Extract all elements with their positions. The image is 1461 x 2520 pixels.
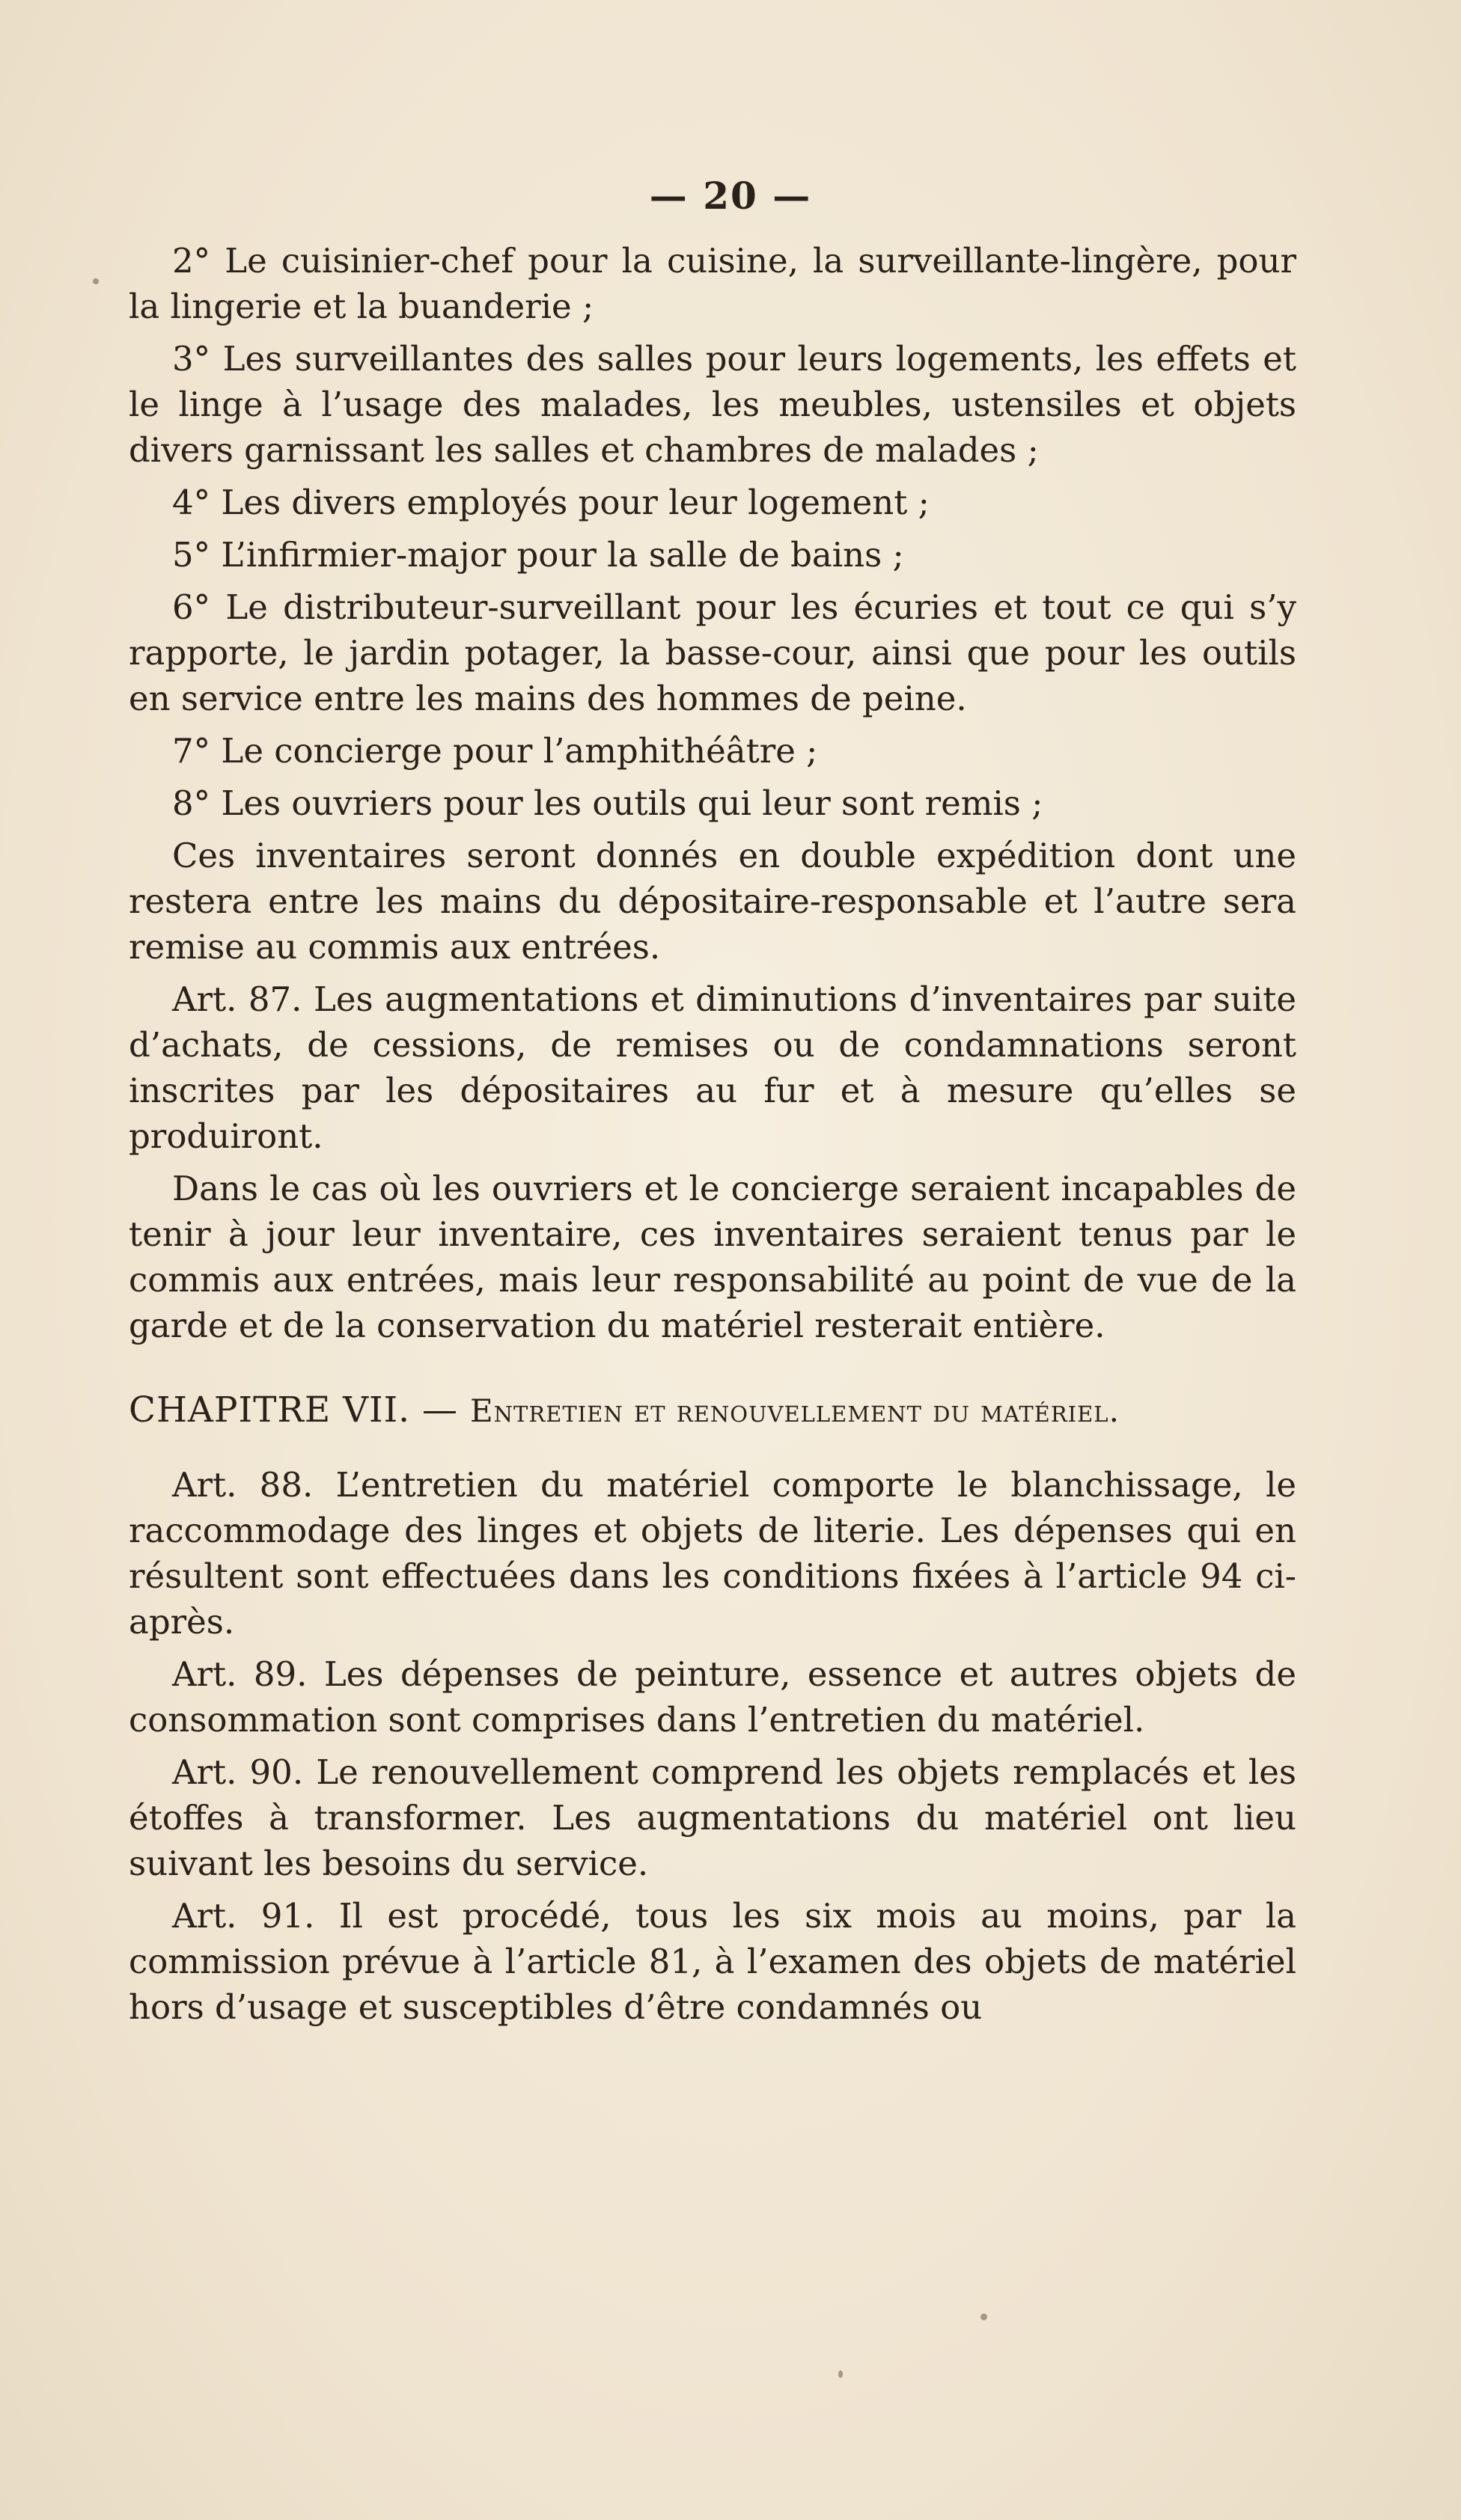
article: Art. 90. Le renouvellement comprend les objets remplacés et les étoffes à transformer. Les augmentations du matériel ont lieu suivant les besoins du service.: [129, 1752, 1296, 1883]
ink-spot: [980, 2313, 987, 2320]
body-text: [129, 238, 1296, 2037]
paragraph: 2° Le cuisinier-chef pour la cuisine, la surveillante-lingère, pour la lingerie et la buanderie ;: [129, 241, 1296, 326]
chapter-label: CHAPITRE VII. —: [129, 1389, 459, 1431]
chapter-title: Entretien et renouvellement du matériel.: [469, 1392, 1120, 1429]
article: Art. 89. Les dépenses de peinture, essence et autres objets de consommation sont comprises dans l’entretien du matériel.: [129, 1654, 1296, 1740]
ink-spot: [93, 278, 99, 284]
paragraph: 3° Les surveillantes des salles pour leurs logements, les effets et le linge à l’usage des malades, les meubles, ustensiles et objets divers garnissant les salles et chambres de malades ;: [129, 339, 1296, 470]
paragraph: 5° L’infirmier-major pour la salle de bains ;: [172, 535, 904, 575]
article: Art. 91. Il est procédé, tous les six mois au moins, par la commission prévue à l’article 81, à l’examen des objets de matériel hors d’usage et susceptibles d’être condamnés ou: [129, 1896, 1296, 2027]
paragraph: 8° Les ouvriers pour les outils qui leur sont remis ;: [172, 783, 1043, 823]
chapter-heading: [129, 1387, 1296, 1434]
paragraph: 4° Les divers employés pour leur logement ;: [172, 483, 930, 522]
paragraph: 6° Le distributeur-surveillant pour les écuries et tout ce qui s’y rapporte, le jardin potager, la basse-cour, ainsi que pour les outils en service entre les mains des hommes de peine.: [129, 587, 1296, 718]
paragraph: 7° Le concierge pour l’amphithéâtre ;: [172, 731, 818, 771]
paragraph: Dans le cas où les ouvriers et le concierge seraient incapables de tenir à jour leur inventaire, ces inventaires seraient tenus par le commis aux entrées, mais leur responsabilité au point de vue de la garde et de la conservation du matériel resterait entière.: [129, 1169, 1296, 1345]
article: Art. 88. L’entretien du matériel comporte le blanchissage, le raccommodage des linges et objets de literie. Les dépenses qui en résultent sont effectuées dans les conditions fixées à l’article 94 ci-après.: [129, 1465, 1296, 1642]
paragraph: Ces inventaires seront donnés en double expédition dont une restera entre les mains du dépositaire-responsable et l’autre sera remise au commis aux entrées.: [129, 836, 1296, 967]
page-number: — 20 —: [649, 174, 812, 218]
ink-spot: [838, 2370, 843, 2378]
paragraph: Art. 87. Les augmentations et diminutions d’inventaires par suite d’achats, de cessions, de remises ou de condamnations seront inscrites par les dépositaires au fur et à mesure qu’elles se produiront.: [129, 979, 1296, 1156]
